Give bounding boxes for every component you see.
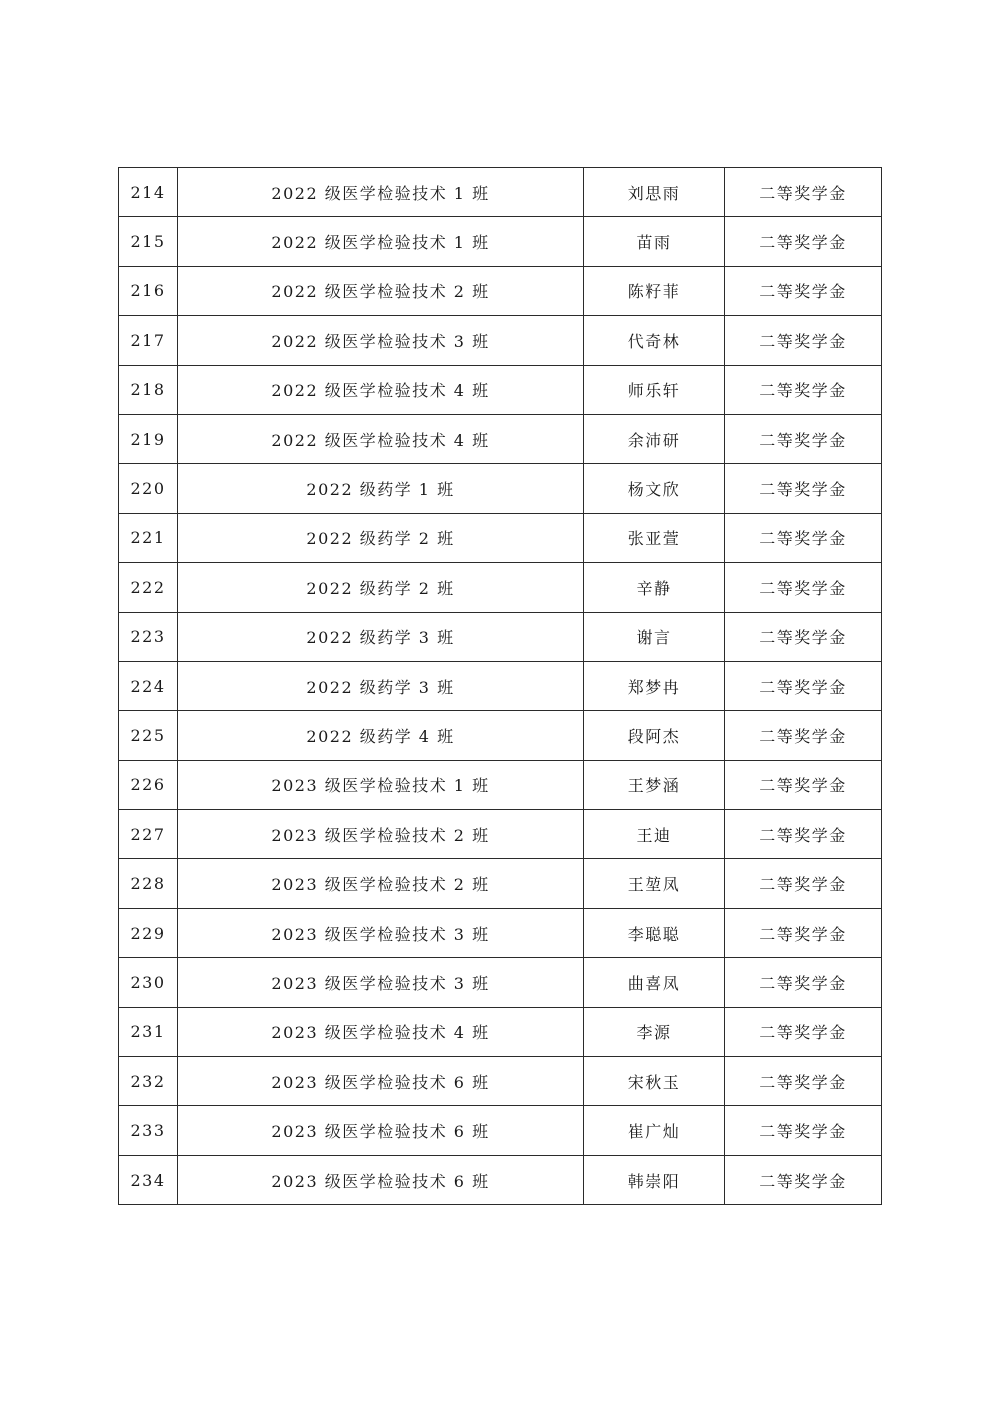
class-name-cell: 2022 级医学检验技术 3 班 — [178, 316, 584, 365]
student-name-cell: 宋秋玉 — [584, 1057, 725, 1106]
class-name-cell: 2023 级医学检验技术 2 班 — [178, 810, 584, 859]
class-name-cell: 2022 级医学检验技术 1 班 — [178, 217, 584, 266]
class-name-cell: 2022 级医学检验技术 4 班 — [178, 365, 584, 414]
class-name-cell: 2022 级药学 2 班 — [178, 563, 584, 612]
class-name-cell: 2023 级医学检验技术 6 班 — [178, 1106, 584, 1155]
award-level-cell: 二等奖学金 — [725, 1057, 882, 1106]
row-number-cell: 227 — [119, 810, 178, 859]
award-level-cell: 二等奖学金 — [725, 859, 882, 908]
table-body — [119, 168, 882, 1205]
row-number-cell: 215 — [119, 217, 178, 266]
class-name-cell: 2022 级医学检验技术 2 班 — [178, 266, 584, 315]
class-name-cell: 2022 级药学 3 班 — [178, 612, 584, 661]
row-number-cell: 217 — [119, 316, 178, 365]
award-level-cell: 二等奖学金 — [725, 1155, 882, 1204]
row-number-cell: 224 — [119, 661, 178, 710]
award-level-cell: 二等奖学金 — [725, 316, 882, 365]
class-name-cell: 2022 级医学检验技术 1 班 — [178, 168, 584, 217]
student-name-cell: 代奇林 — [584, 316, 725, 365]
student-name-cell: 苗雨 — [584, 217, 725, 266]
table-row — [119, 513, 882, 562]
award-level-cell: 二等奖学金 — [725, 168, 882, 217]
award-level-cell: 二等奖学金 — [725, 612, 882, 661]
award-level-cell: 二等奖学金 — [725, 810, 882, 859]
table-row — [119, 365, 882, 414]
row-number-cell: 231 — [119, 1007, 178, 1056]
class-name-cell: 2023 级医学检验技术 1 班 — [178, 760, 584, 809]
row-number-cell: 221 — [119, 513, 178, 562]
table-row — [119, 908, 882, 957]
student-name-cell: 郑梦冉 — [584, 661, 725, 710]
student-name-cell: 陈籽菲 — [584, 266, 725, 315]
student-name-cell: 杨文欣 — [584, 464, 725, 513]
table-row — [119, 316, 882, 365]
class-name-cell: 2023 级医学检验技术 4 班 — [178, 1007, 584, 1056]
table-row — [119, 1057, 882, 1106]
award-level-cell: 二等奖学金 — [725, 414, 882, 463]
class-name-cell: 2022 级药学 1 班 — [178, 464, 584, 513]
table-row — [119, 958, 882, 1007]
table-row — [119, 1106, 882, 1155]
award-level-cell: 二等奖学金 — [725, 958, 882, 1007]
row-number-cell: 225 — [119, 711, 178, 760]
row-number-cell: 233 — [119, 1106, 178, 1155]
award-level-cell: 二等奖学金 — [725, 760, 882, 809]
student-name-cell: 段阿杰 — [584, 711, 725, 760]
table-row — [119, 464, 882, 513]
student-name-cell: 崔广灿 — [584, 1106, 725, 1155]
table-row — [119, 612, 882, 661]
table-row — [119, 414, 882, 463]
table-row — [119, 760, 882, 809]
award-level-cell: 二等奖学金 — [725, 563, 882, 612]
student-name-cell: 王迪 — [584, 810, 725, 859]
table-row — [119, 266, 882, 315]
row-number-cell: 230 — [119, 958, 178, 1007]
award-level-cell: 二等奖学金 — [725, 661, 882, 710]
row-number-cell: 222 — [119, 563, 178, 612]
table-row — [119, 217, 882, 266]
award-level-cell: 二等奖学金 — [725, 464, 882, 513]
student-name-cell: 曲喜凤 — [584, 958, 725, 1007]
scholarship-table — [118, 167, 882, 1205]
class-name-cell: 2023 级医学检验技术 2 班 — [178, 859, 584, 908]
student-name-cell: 谢言 — [584, 612, 725, 661]
student-name-cell: 辛静 — [584, 563, 725, 612]
row-number-cell: 228 — [119, 859, 178, 908]
table-row — [119, 563, 882, 612]
table-row — [119, 661, 882, 710]
row-number-cell: 226 — [119, 760, 178, 809]
row-number-cell: 223 — [119, 612, 178, 661]
student-name-cell: 王梦涵 — [584, 760, 725, 809]
student-name-cell: 李聪聪 — [584, 908, 725, 957]
student-name-cell: 韩崇阳 — [584, 1155, 725, 1204]
award-level-cell: 二等奖学金 — [725, 908, 882, 957]
row-number-cell: 229 — [119, 908, 178, 957]
class-name-cell: 2023 级医学检验技术 3 班 — [178, 908, 584, 957]
award-level-cell: 二等奖学金 — [725, 1007, 882, 1056]
class-name-cell: 2023 级医学检验技术 6 班 — [178, 1155, 584, 1204]
award-level-cell: 二等奖学金 — [725, 1106, 882, 1155]
student-name-cell: 师乐轩 — [584, 365, 725, 414]
award-level-cell: 二等奖学金 — [725, 266, 882, 315]
class-name-cell: 2022 级药学 2 班 — [178, 513, 584, 562]
student-name-cell: 张亚萱 — [584, 513, 725, 562]
row-number-cell: 218 — [119, 365, 178, 414]
class-name-cell: 2022 级药学 4 班 — [178, 711, 584, 760]
class-name-cell: 2023 级医学检验技术 3 班 — [178, 958, 584, 1007]
award-level-cell: 二等奖学金 — [725, 513, 882, 562]
row-number-cell: 214 — [119, 168, 178, 217]
table-row — [119, 168, 882, 217]
table-row — [119, 859, 882, 908]
row-number-cell: 219 — [119, 414, 178, 463]
table-row — [119, 711, 882, 760]
award-level-cell: 二等奖学金 — [725, 217, 882, 266]
table-row — [119, 1007, 882, 1056]
student-name-cell: 王堃凤 — [584, 859, 725, 908]
student-name-cell: 刘思雨 — [584, 168, 725, 217]
student-name-cell: 余沛研 — [584, 414, 725, 463]
table-row — [119, 1155, 882, 1204]
table-row — [119, 810, 882, 859]
row-number-cell: 216 — [119, 266, 178, 315]
class-name-cell: 2023 级医学检验技术 6 班 — [178, 1057, 584, 1106]
award-level-cell: 二等奖学金 — [725, 711, 882, 760]
row-number-cell: 220 — [119, 464, 178, 513]
student-name-cell: 李源 — [584, 1007, 725, 1056]
row-number-cell: 232 — [119, 1057, 178, 1106]
row-number-cell: 234 — [119, 1155, 178, 1204]
class-name-cell: 2022 级药学 3 班 — [178, 661, 584, 710]
award-level-cell: 二等奖学金 — [725, 365, 882, 414]
class-name-cell: 2022 级医学检验技术 4 班 — [178, 414, 584, 463]
